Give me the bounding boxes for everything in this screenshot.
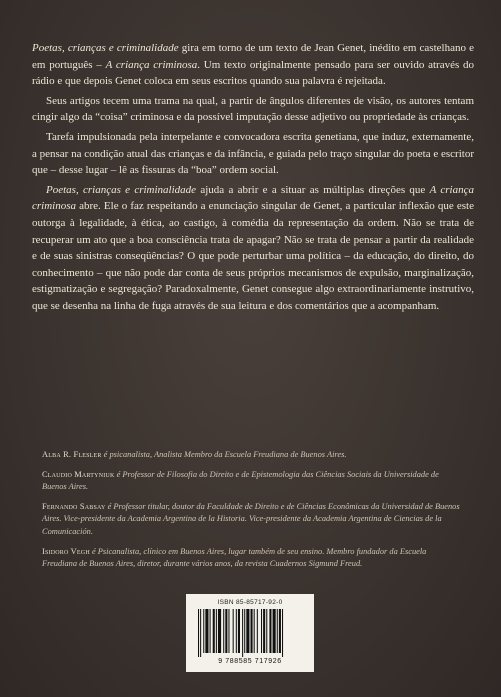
author-name: Alba R. Flesler: [42, 450, 102, 459]
barcode-bar: [228, 609, 229, 653]
barcode-icon: [196, 609, 304, 657]
barcode-bar: [266, 609, 267, 653]
author-bio: [42, 449, 462, 462]
barcode-bar: [277, 609, 278, 653]
barcode-bar: [263, 609, 265, 653]
barcode-bar: [251, 609, 253, 653]
barcode-bar: [216, 609, 217, 653]
barcode-bar: [225, 609, 227, 653]
barcode-bar: [200, 609, 201, 657]
author-bio: [42, 546, 462, 571]
synopsis-paragraph-2: Seus artigos tecem uma trama na qual, a partir de ângulos diferentes de visão, os autores tentam cingir algo da “coisa” criminosa e da possível imputação desse adjetivo ou propriedade às crianças.: [32, 94, 474, 124]
work-title-italic: A criança criminosa: [105, 58, 198, 71]
author-bio: [42, 501, 462, 539]
isbn-text: ISBN 85-85717-92-0: [217, 599, 283, 606]
barcode-bar: [213, 609, 215, 653]
barcode-bar: [279, 609, 281, 653]
barcode-bar: [205, 609, 208, 653]
barcode-bar: [203, 609, 204, 653]
work-title-italic: A criança criminosa: [32, 183, 474, 213]
synopsis-paragraph-1: Poetas, crianças e criminalidade gira em torno de um texto de Jean Genet, inédito em castelhano e em português – A criança criminosa. Um texto originalmente pensado para ser ouvido através do rádio e que depois Genet coloca em seus escritos quando sua palavra é rejeitada.: [32, 42, 474, 88]
book-title-italic: Poetas, crianças e criminalidade: [46, 183, 197, 196]
book-title-italic: Poetas, crianças e criminalidade: [32, 42, 179, 54]
author-name: Isidoro Vegh: [42, 546, 90, 556]
author-description: é Professor de Filosofia do Direito e de Epistemologia das Ciências Sociais da Universidade de Buenos Aires.: [42, 469, 439, 492]
barcode-bar: [261, 609, 262, 653]
barcode-digits: 9 788585 717926: [218, 658, 282, 665]
barcode-label: [186, 594, 314, 672]
author-description: é Psicanalista, clínico em Buenos Aires, lugar também de seu ensino. Membro fundador da Escuela Freudiana de Buenos Aires, diretor, durante vários anos, da revista Cuadernos Sigmund Freud.: [42, 546, 427, 569]
synopsis-paragraph-3: Tarefa impulsionada pela interpelante e convocadora escrita genetiana, que induz, externamente, a pensar na condição atual das crianças e da infância, e guiada pelo traço singular do poeta e escritor que – desse lugar – lê as fissuras da “boa” ordem social.: [32, 130, 474, 177]
author-bios: [42, 449, 462, 578]
barcode-bar: [282, 609, 283, 657]
author-description: é psicanalista, Analista Membro da Escuela Freudiana de Buenos Aires.: [103, 450, 347, 459]
barcode-bar: [218, 609, 221, 653]
barcode-bar: [198, 609, 199, 657]
barcode-bar: [273, 609, 276, 653]
barcode-bar: [242, 609, 243, 657]
barcode-bar: [257, 609, 258, 653]
author-description: é Professor titular, doutor da Faculdade de Direito e de Ciências Econômicas da Universidad de Buenos Aires. Vice-presidente da Academia Argentina de la Historia. Vice-presidente da Academia Argentina de Ciencias de la Comunicación.: [42, 501, 460, 536]
author-name: Claudio Martyniuk: [42, 469, 115, 479]
author-name: Fernando Sabsay: [42, 501, 106, 511]
barcode-bar: [238, 609, 240, 653]
barcode-bar: [244, 609, 245, 653]
barcode-bar: [233, 609, 234, 653]
barcode-bar: [246, 609, 249, 653]
barcode-bar: [223, 609, 224, 653]
barcode-bar: [210, 609, 211, 653]
synopsis-paragraph-4: Poetas, crianças e criminalidade ajuda a abrir e a situar as múltiplas direções que A criança criminosa abre. Ele o faz respeitando a enunciação singular de Genet, a particular inflexão que este outorga à legalidade, à ética, ao castigo, à comédia da representação da ordem. Não se trata de recuperar um ato que a boa consciência trata de apagar? Não se trata de pensar a partir da realidade e de suas sinistras conseqüências? O que pode perturbar uma política – da educação, do direito, do conhecimento – que não pode dar conta de seus próprios mecanismos de expulsão, marginalização, estigmatização e segregação? Paradoxalmente, Genet consegue algo extraordinariamente instrutivo, que se desenha na linha de fuga através de sua leitura e dos comentários que a acompanham.: [32, 183, 474, 312]
synopsis-text: [32, 40, 474, 315]
barcode-bar: [254, 609, 255, 653]
barcode-bar: [236, 609, 237, 653]
author-bio: [42, 469, 462, 494]
barcode-bar: [269, 609, 271, 653]
